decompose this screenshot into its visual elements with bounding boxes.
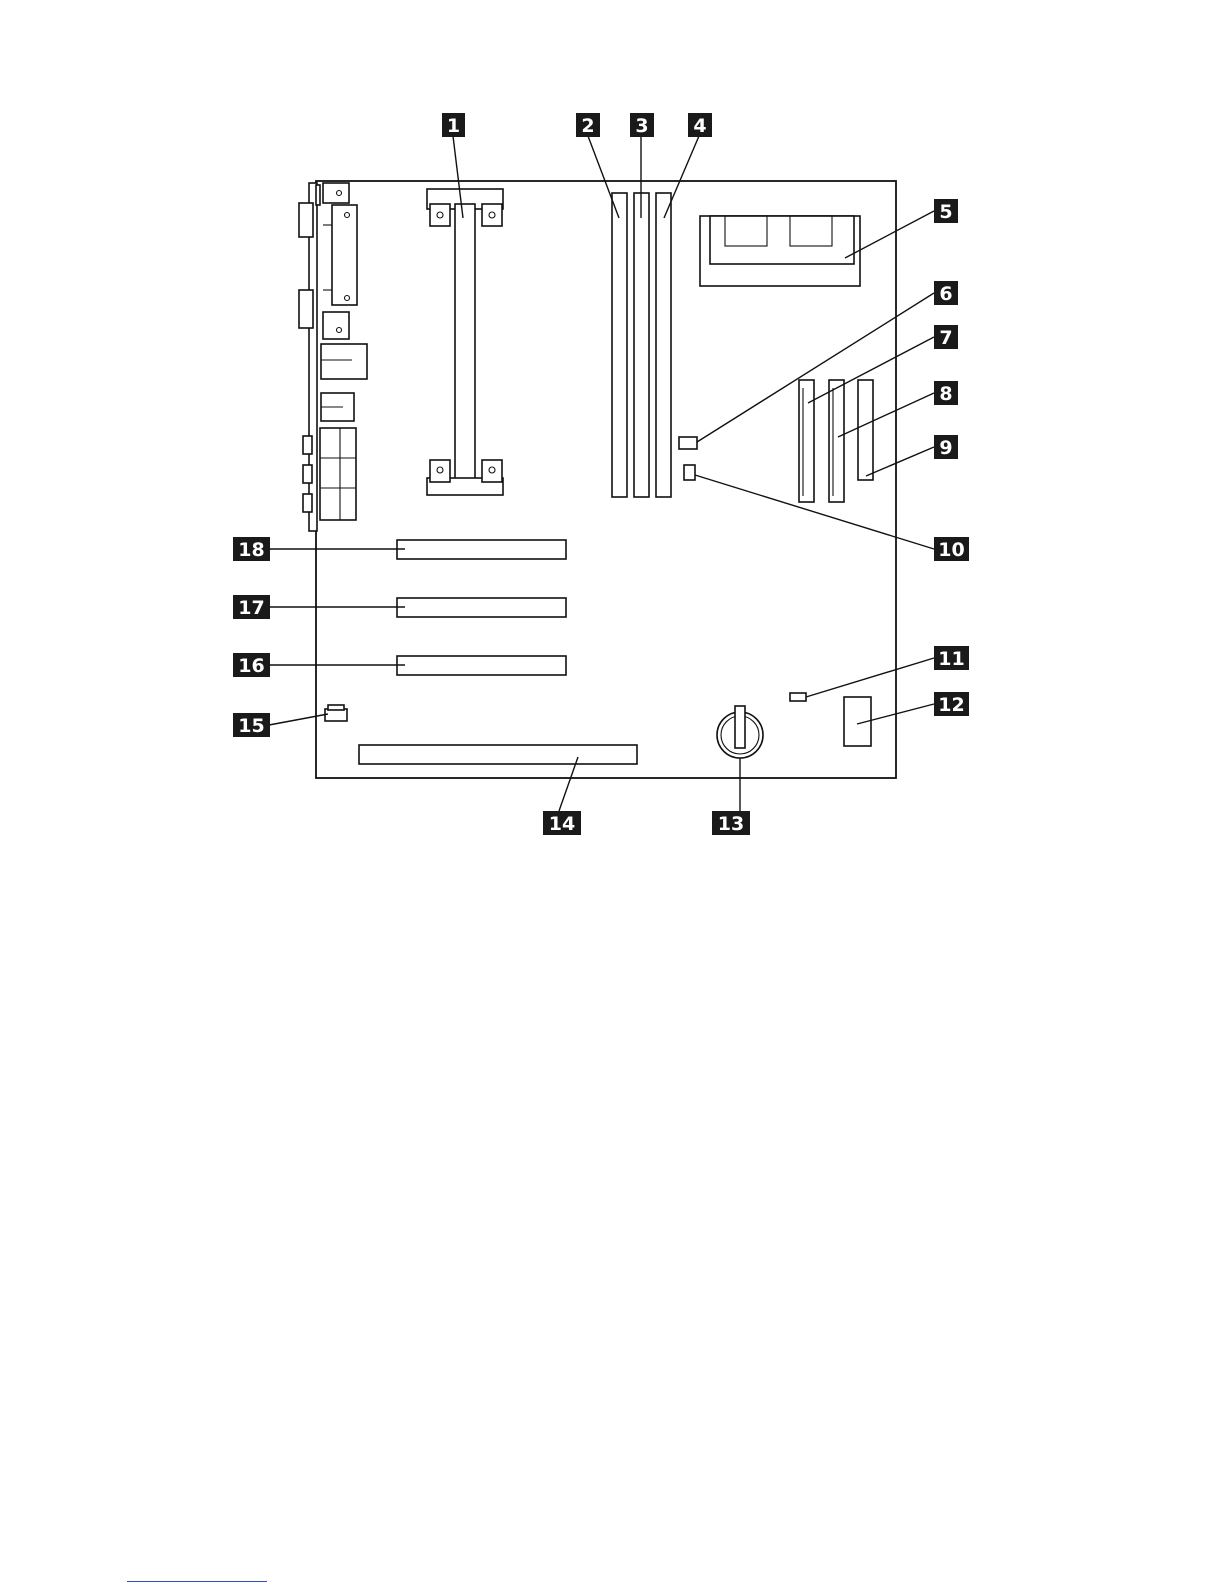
callout-label: 10 [938,539,965,561]
callout-9 [934,435,958,459]
callout-label: 15 [238,715,265,737]
callout-label: 13 [717,813,745,835]
callout-label: 1 [446,115,461,137]
callout-8 [934,381,958,405]
memory-slot-1 [612,193,627,497]
connector-10 [684,465,695,480]
fan-connector [325,705,347,721]
callout-label: 9 [939,437,953,459]
ide-connector-secondary [829,380,844,502]
callout-13 [712,811,750,835]
rear-io-panel [299,183,367,531]
callout-label: 2 [581,115,595,137]
callout-label: 16 [238,655,265,677]
jumper-11 [790,693,806,701]
callout-14 [543,811,581,835]
callout-10 [934,537,969,561]
callout-label: 17 [238,597,265,619]
callout-label: 14 [548,813,576,835]
callout-label: 18 [238,539,265,561]
processor-connector [427,189,503,495]
callout-5 [934,199,958,223]
connector-6 [679,437,697,449]
callout-11 [934,646,969,670]
callout-label: 4 [693,115,707,137]
callout-15 [233,713,270,737]
memory-slot-2 [634,193,649,497]
pci-slot-1 [397,656,566,675]
long-expansion-slot [359,745,637,764]
diskette-connector [858,380,873,480]
power-connector [700,216,860,286]
callout-16 [233,653,270,677]
callout-1 [442,113,465,137]
callout-label: 5 [939,201,953,223]
ide-connector-primary [799,380,814,502]
callout-18 [233,537,270,561]
callout-4 [688,113,712,137]
callout-7 [934,325,958,349]
callout-17 [233,595,270,619]
page-footer-rule [127,1581,267,1582]
callout-label: 7 [939,327,953,349]
pci-slot-2 [397,598,566,617]
pci-slot-3 [397,540,566,559]
callout-12 [934,692,969,716]
callout-label: 3 [635,115,649,137]
callout-label: 12 [938,694,965,716]
memory-slot-3 [656,193,671,497]
battery [717,706,763,758]
callout-label: 11 [938,648,965,670]
callout-2 [576,113,600,137]
callout-label: 8 [939,383,953,405]
callout-6 [934,281,958,305]
callout-3 [630,113,654,137]
callout-label: 6 [939,283,953,305]
